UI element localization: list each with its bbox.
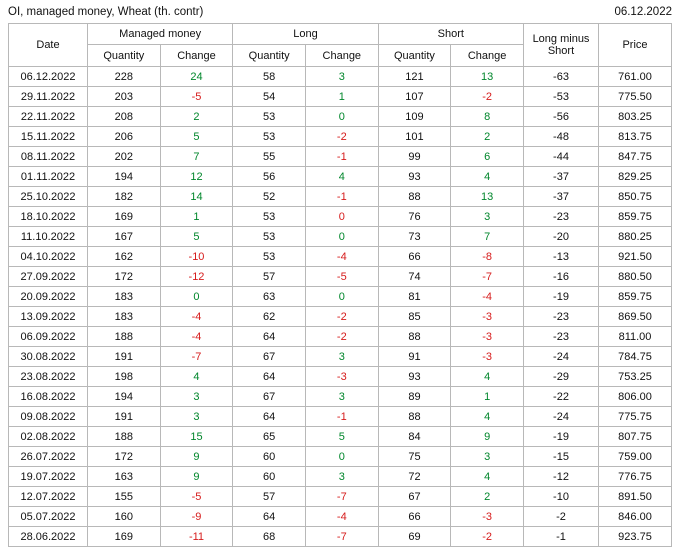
table-row: [9, 487, 672, 507]
cell-date: 02.08.2022: [9, 427, 88, 447]
cell-long-quantity: 58: [233, 67, 306, 87]
cell-price: 859.75: [599, 207, 672, 227]
cell-short-quantity: 109: [378, 107, 451, 127]
cell-long-minus-short: -12: [524, 467, 599, 487]
cell-date: 27.09.2022: [9, 267, 88, 287]
header-long-change: Change: [305, 45, 378, 67]
cell-short-change: 8: [451, 107, 524, 127]
cell-long-minus-short: -37: [524, 167, 599, 187]
cell-price: 753.25: [599, 367, 672, 387]
cell-price: 761.00: [599, 67, 672, 87]
cell-short-quantity: 72: [378, 467, 451, 487]
cell-mm-quantity: 172: [88, 267, 161, 287]
cell-short-change: 4: [451, 407, 524, 427]
cell-short-quantity: 74: [378, 267, 451, 287]
cell-short-quantity: 89: [378, 387, 451, 407]
cell-date: 06.12.2022: [9, 67, 88, 87]
cell-long-quantity: 68: [233, 527, 306, 547]
header-mm-quantity: Quantity: [88, 45, 161, 67]
cell-long-minus-short: -29: [524, 367, 599, 387]
cell-short-change: 13: [451, 67, 524, 87]
cell-short-change: 13: [451, 187, 524, 207]
cell-short-quantity: 69: [378, 527, 451, 547]
cell-long-minus-short: -48: [524, 127, 599, 147]
table-row: [9, 287, 672, 307]
cell-mm-change: -5: [160, 87, 233, 107]
cell-long-change: -1: [305, 407, 378, 427]
cell-mm-quantity: 208: [88, 107, 161, 127]
cell-mm-change: 5: [160, 127, 233, 147]
cell-mm-change: -5: [160, 487, 233, 507]
cell-short-change: -3: [451, 327, 524, 347]
cell-mm-quantity: 167: [88, 227, 161, 247]
cell-price: 813.75: [599, 127, 672, 147]
cell-long-quantity: 64: [233, 407, 306, 427]
report-date: 06.12.2022: [614, 6, 672, 18]
cell-long-quantity: 60: [233, 467, 306, 487]
cell-long-change: 3: [305, 67, 378, 87]
cell-long-change: 3: [305, 387, 378, 407]
cell-price: 923.75: [599, 527, 672, 547]
header-long: Long: [233, 24, 378, 45]
cell-long-change: -2: [305, 327, 378, 347]
header-price: Price: [599, 24, 672, 67]
header-date: Date: [9, 24, 88, 67]
cell-price: 807.75: [599, 427, 672, 447]
cell-price: 759.00: [599, 447, 672, 467]
cell-date: 20.09.2022: [9, 287, 88, 307]
header-group-row: [9, 24, 672, 45]
cell-long-minus-short: -10: [524, 487, 599, 507]
cell-mm-change: 9: [160, 467, 233, 487]
header-long-quantity: Quantity: [233, 45, 306, 67]
table-row: [9, 267, 672, 287]
cell-long-change: 3: [305, 467, 378, 487]
cell-long-minus-short: -20: [524, 227, 599, 247]
cell-date: 06.09.2022: [9, 327, 88, 347]
cell-short-quantity: 75: [378, 447, 451, 467]
cell-short-quantity: 73: [378, 227, 451, 247]
cell-price: 784.75: [599, 347, 672, 367]
cell-short-change: -3: [451, 507, 524, 527]
cell-mm-change: -4: [160, 307, 233, 327]
cell-long-minus-short: -44: [524, 147, 599, 167]
table-row: [9, 507, 672, 527]
cell-date: 15.11.2022: [9, 127, 88, 147]
cell-short-change: -4: [451, 287, 524, 307]
cell-date: 22.11.2022: [9, 107, 88, 127]
cell-long-minus-short: -15: [524, 447, 599, 467]
header-managed-money: Managed money: [88, 24, 233, 45]
table-row: [9, 367, 672, 387]
cell-mm-change: -12: [160, 267, 233, 287]
cell-short-change: -3: [451, 307, 524, 327]
table-row: [9, 107, 672, 127]
cell-short-quantity: 84: [378, 427, 451, 447]
cell-mm-change: 2: [160, 107, 233, 127]
cell-date: 16.08.2022: [9, 387, 88, 407]
table-header: [9, 24, 672, 67]
cell-mm-quantity: 183: [88, 287, 161, 307]
cell-long-change: -4: [305, 507, 378, 527]
cell-mm-change: 5: [160, 227, 233, 247]
cell-long-minus-short: -24: [524, 407, 599, 427]
cell-mm-change: -10: [160, 247, 233, 267]
cell-price: 806.00: [599, 387, 672, 407]
cell-date: 28.06.2022: [9, 527, 88, 547]
cell-long-quantity: 67: [233, 387, 306, 407]
cell-long-quantity: 53: [233, 107, 306, 127]
cell-long-minus-short: -13: [524, 247, 599, 267]
cell-date: 13.09.2022: [9, 307, 88, 327]
cell-long-change: -1: [305, 187, 378, 207]
table-row: [9, 227, 672, 247]
cell-mm-quantity: 191: [88, 407, 161, 427]
cell-date: 01.11.2022: [9, 167, 88, 187]
cell-long-minus-short: -19: [524, 427, 599, 447]
cell-short-change: -2: [451, 87, 524, 107]
cell-mm-change: 1: [160, 207, 233, 227]
cell-long-minus-short: -22: [524, 387, 599, 407]
table-row: [9, 447, 672, 467]
cell-date: 04.10.2022: [9, 247, 88, 267]
cell-price: 859.75: [599, 287, 672, 307]
cell-mm-change: -11: [160, 527, 233, 547]
cell-mm-change: 15: [160, 427, 233, 447]
cell-long-quantity: 54: [233, 87, 306, 107]
cell-long-change: -5: [305, 267, 378, 287]
cell-long-change: 0: [305, 107, 378, 127]
cell-short-change: -3: [451, 347, 524, 367]
cell-mm-quantity: 194: [88, 167, 161, 187]
cell-price: 850.75: [599, 187, 672, 207]
cell-long-quantity: 60: [233, 447, 306, 467]
cell-price: 847.75: [599, 147, 672, 167]
cell-short-quantity: 121: [378, 67, 451, 87]
cell-mm-change: 24: [160, 67, 233, 87]
cell-short-quantity: 66: [378, 507, 451, 527]
cell-long-quantity: 53: [233, 127, 306, 147]
cell-date: 11.10.2022: [9, 227, 88, 247]
cell-mm-quantity: 202: [88, 147, 161, 167]
cell-short-change: -7: [451, 267, 524, 287]
cell-long-quantity: 65: [233, 427, 306, 447]
cell-long-change: 0: [305, 227, 378, 247]
cell-mm-quantity: 206: [88, 127, 161, 147]
positions-table: [8, 23, 672, 547]
cell-mm-quantity: 182: [88, 187, 161, 207]
table-row: [9, 307, 672, 327]
cell-long-quantity: 53: [233, 227, 306, 247]
cell-long-quantity: 56: [233, 167, 306, 187]
cell-long-minus-short: -63: [524, 67, 599, 87]
table-row: [9, 387, 672, 407]
cell-long-minus-short: -16: [524, 267, 599, 287]
cell-long-quantity: 63: [233, 287, 306, 307]
cell-long-change: -7: [305, 487, 378, 507]
cell-price: 846.00: [599, 507, 672, 527]
cell-short-quantity: 88: [378, 327, 451, 347]
cell-mm-quantity: 169: [88, 207, 161, 227]
table-row: [9, 327, 672, 347]
cell-short-change: 4: [451, 367, 524, 387]
cell-short-quantity: 101: [378, 127, 451, 147]
table-row: [9, 147, 672, 167]
cell-date: 05.07.2022: [9, 507, 88, 527]
cell-mm-change: 9: [160, 447, 233, 467]
cell-long-change: 0: [305, 287, 378, 307]
cell-mm-quantity: 228: [88, 67, 161, 87]
cell-short-change: 1: [451, 387, 524, 407]
cell-mm-quantity: 183: [88, 307, 161, 327]
cell-long-minus-short: -23: [524, 207, 599, 227]
cell-short-quantity: 85: [378, 307, 451, 327]
cell-short-change: 2: [451, 487, 524, 507]
cell-long-minus-short: -37: [524, 187, 599, 207]
cell-date: 08.11.2022: [9, 147, 88, 167]
cell-date: 30.08.2022: [9, 347, 88, 367]
cell-mm-quantity: 169: [88, 527, 161, 547]
cell-long-minus-short: -56: [524, 107, 599, 127]
cell-price: 869.50: [599, 307, 672, 327]
cell-long-change: -2: [305, 307, 378, 327]
cell-mm-change: 4: [160, 367, 233, 387]
cell-short-change: 4: [451, 467, 524, 487]
cell-long-change: -4: [305, 247, 378, 267]
cell-short-change: 4: [451, 167, 524, 187]
cell-long-quantity: 64: [233, 367, 306, 387]
cell-short-quantity: 88: [378, 187, 451, 207]
cell-date: 26.07.2022: [9, 447, 88, 467]
cell-short-quantity: 67: [378, 487, 451, 507]
header-mm-change: Change: [160, 45, 233, 67]
cell-long-minus-short: -1: [524, 527, 599, 547]
cell-long-change: -7: [305, 527, 378, 547]
cell-mm-quantity: 188: [88, 327, 161, 347]
cell-price: 880.50: [599, 267, 672, 287]
cell-long-minus-short: -23: [524, 327, 599, 347]
table-row: [9, 207, 672, 227]
titlebar: [0, 0, 680, 23]
cell-price: 921.50: [599, 247, 672, 267]
cell-price: 803.25: [599, 107, 672, 127]
cell-short-quantity: 107: [378, 87, 451, 107]
cell-mm-change: -7: [160, 347, 233, 367]
cell-price: 776.75: [599, 467, 672, 487]
table-row: [9, 87, 672, 107]
table-row: [9, 347, 672, 367]
cell-mm-quantity: 198: [88, 367, 161, 387]
cell-short-quantity: 93: [378, 367, 451, 387]
cell-short-change: 9: [451, 427, 524, 447]
table-row: [9, 67, 672, 87]
page-title: OI, managed money, Wheat (th. contr): [8, 6, 204, 18]
cell-short-change: -2: [451, 527, 524, 547]
cell-mm-change: 0: [160, 287, 233, 307]
cell-short-change: 3: [451, 207, 524, 227]
header-short-quantity: Quantity: [378, 45, 451, 67]
cell-long-quantity: 57: [233, 267, 306, 287]
cell-short-change: 3: [451, 447, 524, 467]
cell-long-change: 1: [305, 87, 378, 107]
cell-mm-quantity: 163: [88, 467, 161, 487]
cell-long-minus-short: -24: [524, 347, 599, 367]
cell-price: 880.25: [599, 227, 672, 247]
cell-date: 19.07.2022: [9, 467, 88, 487]
cell-mm-change: 3: [160, 387, 233, 407]
cell-short-quantity: 66: [378, 247, 451, 267]
cell-date: 29.11.2022: [9, 87, 88, 107]
cell-mm-quantity: 191: [88, 347, 161, 367]
cell-mm-quantity: 194: [88, 387, 161, 407]
cell-date: 12.07.2022: [9, 487, 88, 507]
table-row: [9, 247, 672, 267]
cell-short-change: 6: [451, 147, 524, 167]
cell-long-minus-short: -23: [524, 307, 599, 327]
cell-short-change: 7: [451, 227, 524, 247]
cell-long-change: 0: [305, 447, 378, 467]
cell-price: 775.75: [599, 407, 672, 427]
cell-mm-change: -9: [160, 507, 233, 527]
table-row: [9, 527, 672, 547]
cell-mm-quantity: 160: [88, 507, 161, 527]
cell-price: 829.25: [599, 167, 672, 187]
cell-long-change: 4: [305, 167, 378, 187]
cell-date: 09.08.2022: [9, 407, 88, 427]
cell-long-quantity: 67: [233, 347, 306, 367]
cell-short-quantity: 93: [378, 167, 451, 187]
cell-mm-change: 3: [160, 407, 233, 427]
header-short: Short: [378, 24, 523, 45]
cell-short-quantity: 76: [378, 207, 451, 227]
cell-price: 811.00: [599, 327, 672, 347]
table-row: [9, 427, 672, 447]
table-row: [9, 167, 672, 187]
table-row: [9, 407, 672, 427]
cell-mm-change: 12: [160, 167, 233, 187]
cell-short-change: 2: [451, 127, 524, 147]
table-body: [9, 67, 672, 547]
cell-mm-change: 7: [160, 147, 233, 167]
table-row: [9, 127, 672, 147]
cell-long-change: -1: [305, 147, 378, 167]
header-short-change: Change: [451, 45, 524, 67]
cell-mm-quantity: 162: [88, 247, 161, 267]
cell-long-minus-short: -2: [524, 507, 599, 527]
cell-long-minus-short: -53: [524, 87, 599, 107]
cell-long-change: -3: [305, 367, 378, 387]
cell-date: 18.10.2022: [9, 207, 88, 227]
cell-long-quantity: 64: [233, 327, 306, 347]
cell-price: 891.50: [599, 487, 672, 507]
cell-short-quantity: 88: [378, 407, 451, 427]
cell-mm-quantity: 172: [88, 447, 161, 467]
cell-long-change: -2: [305, 127, 378, 147]
cell-short-quantity: 91: [378, 347, 451, 367]
cell-long-change: 3: [305, 347, 378, 367]
cell-long-quantity: 53: [233, 247, 306, 267]
cell-mm-quantity: 203: [88, 87, 161, 107]
cell-long-minus-short: -19: [524, 287, 599, 307]
cell-short-change: -8: [451, 247, 524, 267]
cell-date: 25.10.2022: [9, 187, 88, 207]
table-row: [9, 467, 672, 487]
cell-long-quantity: 55: [233, 147, 306, 167]
cell-mm-quantity: 155: [88, 487, 161, 507]
cell-short-quantity: 81: [378, 287, 451, 307]
cell-mm-change: -4: [160, 327, 233, 347]
cell-long-quantity: 57: [233, 487, 306, 507]
cell-mm-change: 14: [160, 187, 233, 207]
cell-mm-quantity: 188: [88, 427, 161, 447]
cell-long-quantity: 52: [233, 187, 306, 207]
header-long-minus-short: Long minus Short: [524, 24, 599, 67]
cell-long-quantity: 64: [233, 507, 306, 527]
cell-long-quantity: 62: [233, 307, 306, 327]
cell-long-change: 5: [305, 427, 378, 447]
cell-long-change: 0: [305, 207, 378, 227]
table-row: [9, 187, 672, 207]
cell-long-quantity: 53: [233, 207, 306, 227]
cell-short-quantity: 99: [378, 147, 451, 167]
cell-date: 23.08.2022: [9, 367, 88, 387]
cell-price: 775.50: [599, 87, 672, 107]
